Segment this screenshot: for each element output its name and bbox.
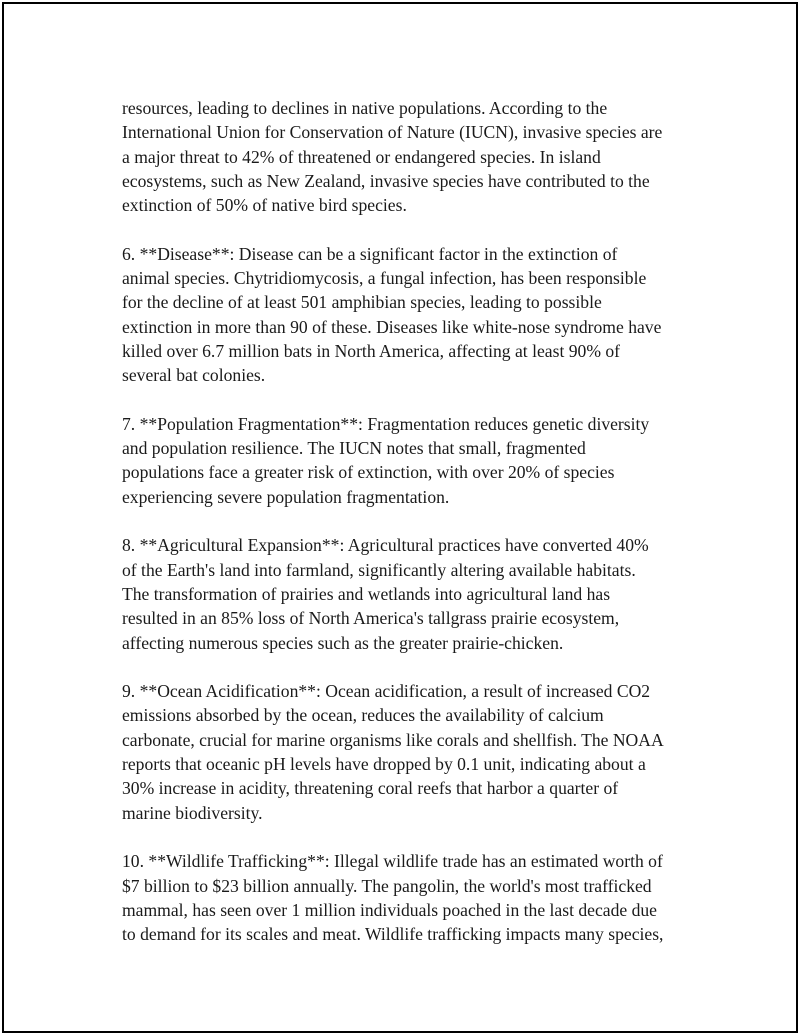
paragraph-population-fragmentation bbox=[122, 412, 702, 509]
text-line: resulted in an 85% loss of North America's tallgrass prairie ecosystem, bbox=[122, 608, 620, 629]
text-line: 9. **Ocean Acidification**: Ocean acidification, a result of increased CO2 bbox=[122, 681, 651, 702]
text-line: carbonate, crucial for marine organisms like corals and shellfish. The NOAA bbox=[122, 729, 664, 750]
paragraph-ocean-acidification bbox=[122, 679, 702, 825]
text-line: of the Earth's land into farmland, significantly altering available habitats. bbox=[122, 559, 636, 580]
text-line: 30% increase in acidity, threatening coral reefs that harbor a quarter of bbox=[122, 778, 619, 799]
paragraph-disease bbox=[122, 242, 702, 388]
text-line: 8. **Agricultural Expansion**: Agricultural practices have converted 40% bbox=[122, 535, 649, 556]
text-line: mammal, has seen over 1 million individuals poached in the last decade due bbox=[122, 899, 657, 920]
text-line: emissions absorbed by the ocean, reduces the availability of calcium bbox=[122, 705, 604, 726]
text-line: several bat colonies. bbox=[122, 365, 266, 386]
paragraph-wildlife-trafficking bbox=[122, 849, 702, 946]
text-line: 7. **Population Fragmentation**: Fragmentation reduces genetic diversity bbox=[122, 413, 650, 434]
paragraph-invasive-species-continued bbox=[122, 96, 702, 217]
text-line: animal species. Chytridiomycosis, a fungal infection, has been responsible bbox=[122, 268, 647, 289]
text-line: extinction of 50% of native bird species. bbox=[122, 195, 407, 216]
text-line: a major threat to 42% of threatened or endangered species. In island bbox=[122, 146, 601, 167]
text-line: extinction in more than 90 of these. Diseases like white-nose syndrome have bbox=[122, 316, 662, 337]
text-line: and population resilience. The IUCN notes that small, fragmented bbox=[122, 438, 586, 459]
text-line: reports that oceanic pH levels have dropped by 0.1 unit, indicating about a bbox=[122, 754, 646, 775]
text-line: to demand for its scales and meat. Wildlife trafficking impacts many species, bbox=[122, 924, 664, 945]
text-line: marine biodiversity. bbox=[122, 802, 263, 823]
text-line: 10. **Wildlife Trafficking**: Illegal wildlife trade has an estimated worth of bbox=[122, 851, 663, 872]
text-line: affecting numerous species such as the greater prairie-chicken. bbox=[122, 632, 564, 653]
text-line: $7 billion to $23 billion annually. The pangolin, the world's most trafficked bbox=[122, 875, 652, 896]
document-body bbox=[122, 96, 702, 971]
text-line: for the decline of at least 501 amphibian species, leading to possible bbox=[122, 292, 602, 313]
text-line: resources, leading to declines in native populations. According to the bbox=[122, 98, 608, 118]
text-line: killed over 6.7 million bats in North America, affecting at least 90% of bbox=[122, 340, 621, 361]
text-line: International Union for Conservation of Nature (IUCN), invasive species are bbox=[122, 122, 663, 143]
text-line: The transformation of prairies and wetlands into agricultural land has bbox=[122, 583, 611, 604]
text-line: experiencing severe population fragmentation. bbox=[122, 486, 450, 507]
text-line: 6. **Disease**: Disease can be a significant factor in the extinction of bbox=[122, 243, 618, 264]
page-frame bbox=[2, 2, 798, 1033]
text-line: ecosystems, such as New Zealand, invasive species have contributed to the bbox=[122, 170, 650, 191]
text-line: populations face a greater risk of extinction, with over 20% of species bbox=[122, 462, 615, 483]
paragraph-agricultural-expansion bbox=[122, 533, 702, 654]
